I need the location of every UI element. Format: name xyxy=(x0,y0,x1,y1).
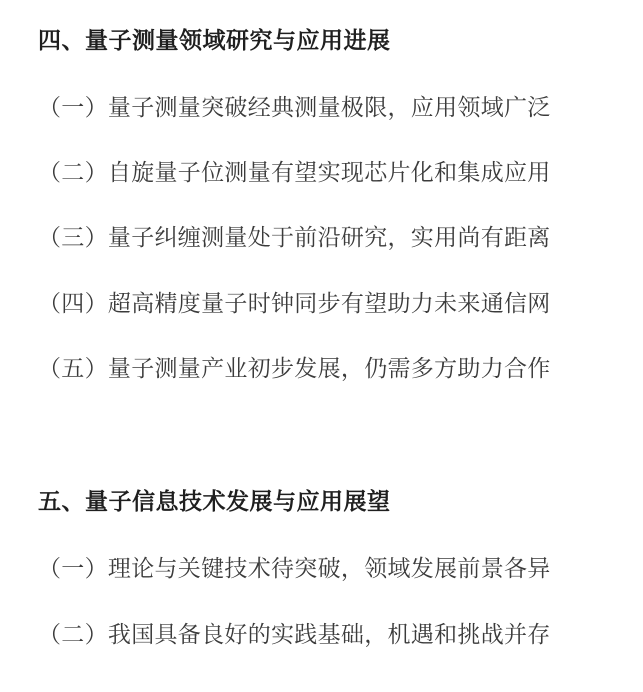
list-item: （一）量子测量突破经典测量极限，应用领域广泛 xyxy=(38,95,551,121)
list-item: （二）自旋量子位测量有望实现芯片化和集成应用 xyxy=(38,160,551,186)
list-item: （二）我国具备良好的实践基础，机遇和挑战并存 xyxy=(38,622,551,648)
list-item: （三）量子纠缠测量处于前沿研究，实用尚有距离 xyxy=(38,225,551,251)
list-item: （四）超高精度量子时钟同步有望助力未来通信网 xyxy=(38,291,551,317)
list-item: （五）量子测量产业初步发展，仍需多方助力合作 xyxy=(38,356,551,382)
section-heading-5: 五、量子信息技术发展与应用展望 xyxy=(38,489,391,515)
list-item: （一）理论与关键技术待突破，领域发展前景各异 xyxy=(38,556,551,582)
section-heading-4: 四、量子测量领域研究与应用进展 xyxy=(38,28,391,54)
